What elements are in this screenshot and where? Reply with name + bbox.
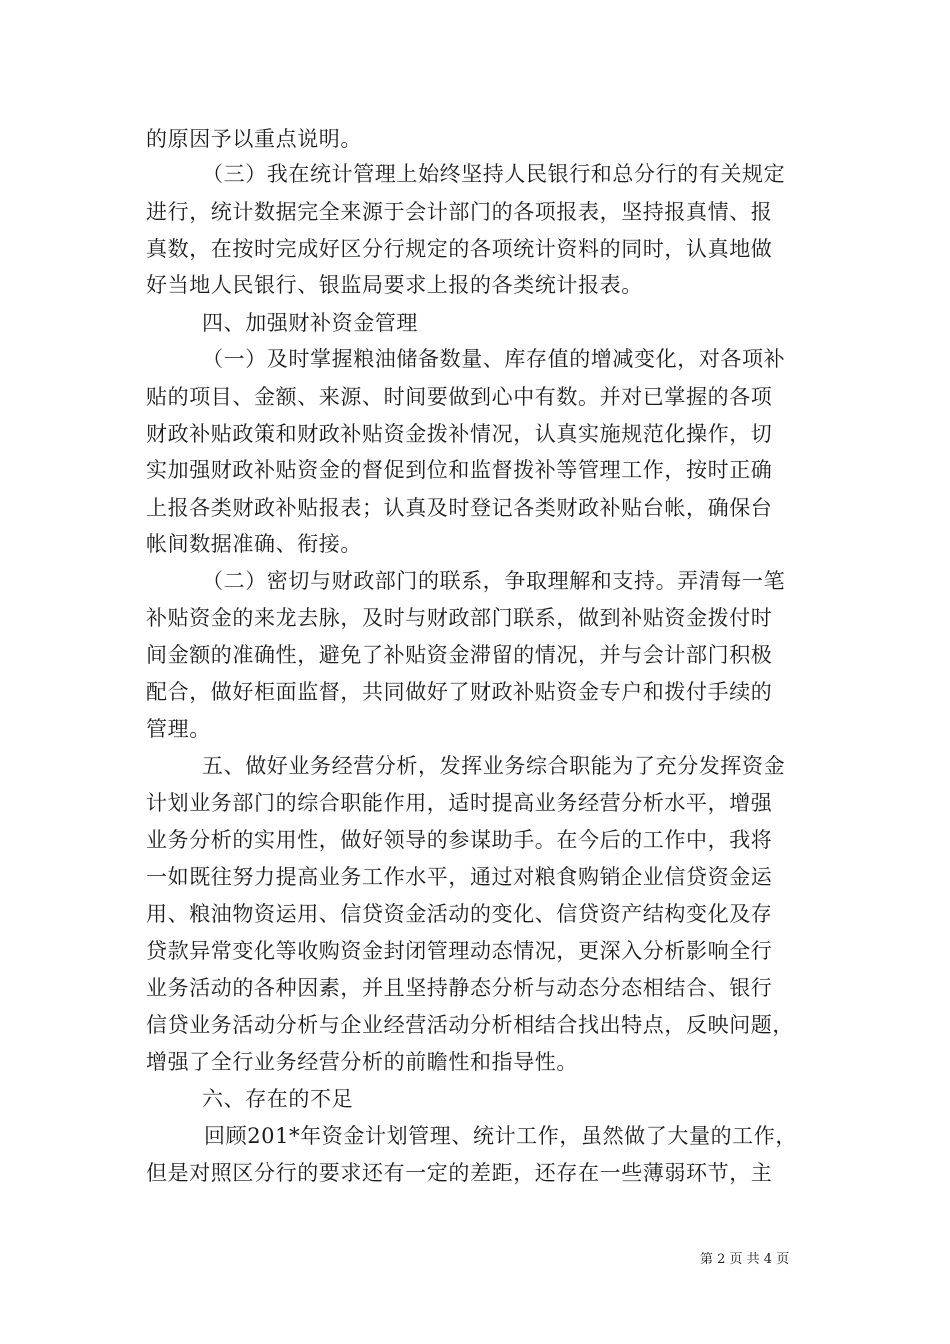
section-heading: 六、存在的不足 (202, 1087, 354, 1111)
text-line: 管理。 (146, 717, 211, 741)
text-line: 上报各类财政补贴报表；认真及时登记各类财政补贴台帐，确保台 (146, 496, 773, 520)
text-line: 真数，在按时完成好区分行规定的各项统计资料的同时，认真地做 (146, 237, 773, 261)
text-line: （二）密切与财政部门的联系，争取理解和支持。弄清每一笔 (202, 569, 786, 593)
section-heading: 四、加强财补资金管理 (202, 311, 418, 335)
text-line: 实加强财政补贴资金的督促到位和监督拨补等管理工作，按时正确 (146, 458, 773, 482)
text-line: 增强了全行业务经营分析的前瞻性和指导性。 (146, 1050, 578, 1074)
text-line: 贴的项目、金额、来源、时间要做到心中有数。并对已掌握的各项 (146, 385, 773, 409)
text-line: 帐间数据准确、衔接。 (146, 532, 362, 556)
text-line: 好当地人民银行、银监局要求上报的各类统计报表。 (146, 273, 643, 297)
text-line: 但是对照区分行的要求还有一定的差距，还存在一些薄弱环节，主 (146, 1161, 773, 1185)
text-line: 贷款异常变化等收购资金封闭管理动态情况，更深入分析影响全行 (146, 939, 773, 963)
page-number: 第 2 页 共 4 页 (700, 1252, 790, 1267)
text-line: 进行，统计数据完全来源于会计部门的各项报表，坚持报真情、报 (146, 200, 773, 224)
text-line: （一）及时掌握粮油储备数量、库存值的增减变化，对各项补 (202, 347, 786, 371)
text-line: 财政补贴政策和财政补贴资金拨补情况，认真实施规范化操作，切 (146, 422, 773, 446)
text-line: 信贷业务活动分析与企业经营活动分析相结合找出特点，反映问题， (146, 1013, 794, 1037)
text-line: 补贴资金的来龙去脉，及时与财政部门联系，做到补贴资金拨付时 (146, 606, 773, 630)
text-line: 计划业务部门的综合职能作用，适时提高业务经营分析水平，增强 (146, 791, 773, 815)
text-line: 一如既往努力提高业务工作水平，通过对粮食购销企业信贷资金运 (146, 865, 773, 889)
text-line: 业务活动的各种因素，并且坚持静态分析与动态分态相结合、银行 (146, 976, 773, 1000)
text-line: 配合，做好柜面监督，共同做好了财政补贴资金专户和拨付手续的 (146, 680, 773, 704)
text-line: （三）我在统计管理上始终坚持人民银行和总分行的有关规定 (202, 162, 786, 186)
text-line: 业务分析的实用性，做好领导的参谋助手。在今后的工作中，我将 (146, 828, 773, 852)
text-line: 回顾201*年资金计划管理、统计工作，虽然做了大量的工作， (204, 1124, 797, 1148)
section-heading: 五、做好业务经营分析，发挥业务综合职能为了充分发挥资金 (202, 754, 786, 778)
text-line: 间金额的准确性，避免了补贴资金滞留的情况，并与会计部门积极 (146, 643, 773, 667)
text-line: 的原因予以重点说明。 (146, 127, 362, 151)
text-line: 用、粮油物资运用、信贷资金活动的变化、信贷资产结构变化及存 (146, 902, 773, 926)
